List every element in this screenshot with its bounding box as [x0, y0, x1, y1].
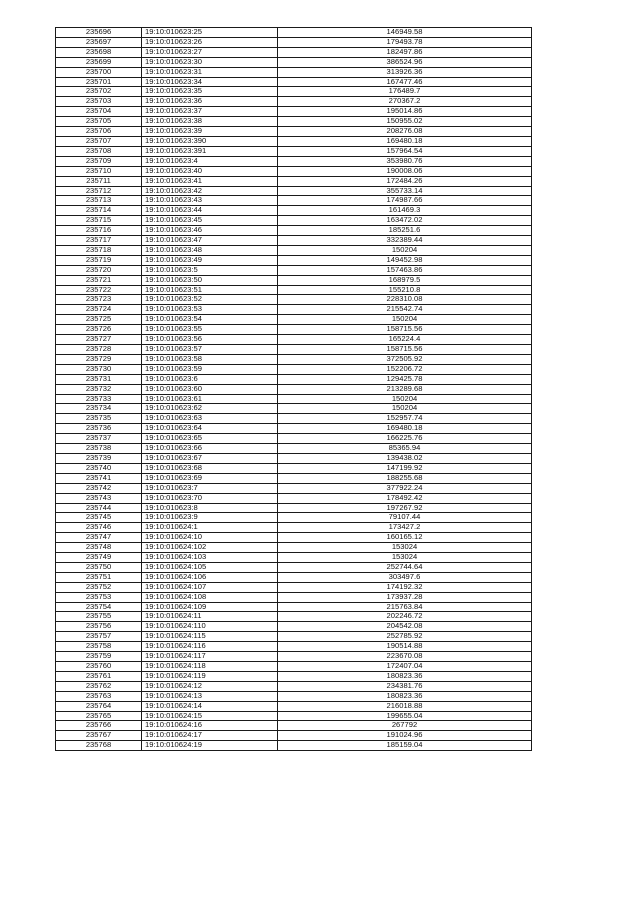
amount-cell: 234381.76 — [278, 681, 532, 691]
table-row — [56, 463, 532, 473]
row-number-cell: 235750 — [56, 562, 142, 572]
cadastral-number-cell: 19:10:010623:34 — [142, 77, 278, 87]
amount-cell: 386524.96 — [278, 57, 532, 67]
table-row — [56, 632, 532, 642]
table-row — [56, 255, 532, 265]
cadastral-number-cell: 19:10:010624:15 — [142, 711, 278, 721]
amount-cell: 172484.26 — [278, 176, 532, 186]
cadastral-number-cell: 19:10:010623:58 — [142, 354, 278, 364]
cadastral-number-cell: 19:10:010623:31 — [142, 67, 278, 77]
row-number-cell: 235725 — [56, 315, 142, 325]
row-number-cell: 235717 — [56, 236, 142, 246]
table-row — [56, 602, 532, 612]
cadastral-number-cell: 19:10:010623:48 — [142, 245, 278, 255]
amount-cell: 215763.84 — [278, 602, 532, 612]
table-row — [56, 533, 532, 543]
amount-cell: 165224.4 — [278, 335, 532, 345]
amount-cell: 190008.06 — [278, 166, 532, 176]
table-row — [56, 354, 532, 364]
amount-cell: 199655.04 — [278, 711, 532, 721]
table-row — [56, 592, 532, 602]
table-row — [56, 523, 532, 533]
table-row — [56, 206, 532, 216]
table-row — [56, 394, 532, 404]
row-number-cell: 235699 — [56, 57, 142, 67]
cadastral-number-cell: 19:10:010624:107 — [142, 582, 278, 592]
row-number-cell: 235747 — [56, 533, 142, 543]
amount-cell: 185159.04 — [278, 741, 532, 751]
table-row — [56, 404, 532, 414]
cadastral-number-cell: 19:10:010623:65 — [142, 434, 278, 444]
row-number-cell: 235719 — [56, 255, 142, 265]
table-row — [56, 513, 532, 523]
amount-cell: 182497.86 — [278, 47, 532, 57]
row-number-cell: 235739 — [56, 453, 142, 463]
row-number-cell: 235713 — [56, 196, 142, 206]
amount-cell: 152206.72 — [278, 364, 532, 374]
amount-cell: 174987.66 — [278, 196, 532, 206]
amount-cell: 168979.5 — [278, 275, 532, 285]
row-number-cell: 235709 — [56, 156, 142, 166]
amount-cell: 169480.18 — [278, 424, 532, 434]
row-number-cell: 235733 — [56, 394, 142, 404]
row-number-cell: 235724 — [56, 305, 142, 315]
amount-cell: 161469.3 — [278, 206, 532, 216]
amount-cell: 150204 — [278, 404, 532, 414]
amount-cell: 377922.24 — [278, 483, 532, 493]
table-row — [56, 196, 532, 206]
table-row — [56, 295, 532, 305]
cadastral-number-cell: 19:10:010624:110 — [142, 622, 278, 632]
amount-cell: 152957.74 — [278, 414, 532, 424]
row-number-cell: 235738 — [56, 444, 142, 454]
row-number-cell: 235714 — [56, 206, 142, 216]
cadastral-number-cell: 19:10:010623:5 — [142, 265, 278, 275]
row-number-cell: 235730 — [56, 364, 142, 374]
amount-cell: 173937.28 — [278, 592, 532, 602]
cadastral-number-cell: 19:10:010623:51 — [142, 285, 278, 295]
amount-cell: 153024 — [278, 543, 532, 553]
table-row — [56, 553, 532, 563]
table-row — [56, 622, 532, 632]
row-number-cell: 235732 — [56, 384, 142, 394]
table-row — [56, 434, 532, 444]
amount-cell: 204542.08 — [278, 622, 532, 632]
cadastral-number-cell: 19:10:010623:25 — [142, 28, 278, 38]
table-row — [56, 662, 532, 672]
table-row — [56, 77, 532, 87]
row-number-cell: 235759 — [56, 652, 142, 662]
row-number-cell: 235696 — [56, 28, 142, 38]
cadastral-number-cell: 19:10:010623:62 — [142, 404, 278, 414]
row-number-cell: 235720 — [56, 265, 142, 275]
table-row — [56, 711, 532, 721]
data-table — [55, 27, 532, 751]
row-number-cell: 235722 — [56, 285, 142, 295]
amount-cell: 158715.56 — [278, 325, 532, 335]
amount-cell: 252785.92 — [278, 632, 532, 642]
table-row — [56, 226, 532, 236]
amount-cell: 139438.02 — [278, 453, 532, 463]
amount-cell: 150204 — [278, 315, 532, 325]
amount-cell: 157463.86 — [278, 265, 532, 275]
row-number-cell: 235705 — [56, 117, 142, 127]
cadastral-number-cell: 19:10:010623:8 — [142, 503, 278, 513]
amount-cell: 178492.42 — [278, 493, 532, 503]
cadastral-number-cell: 19:10:010624:109 — [142, 602, 278, 612]
table-row — [56, 364, 532, 374]
table-row — [56, 305, 532, 315]
table-row — [56, 275, 532, 285]
table-row — [56, 473, 532, 483]
row-number-cell: 235710 — [56, 166, 142, 176]
amount-cell: 157964.54 — [278, 146, 532, 156]
table-row — [56, 741, 532, 751]
cadastral-number-cell: 19:10:010624:115 — [142, 632, 278, 642]
table-row — [56, 701, 532, 711]
amount-cell: 372505.92 — [278, 354, 532, 364]
cadastral-number-cell: 19:10:010623:64 — [142, 424, 278, 434]
amount-cell: 191024.96 — [278, 731, 532, 741]
row-number-cell: 235718 — [56, 245, 142, 255]
row-number-cell: 235726 — [56, 325, 142, 335]
amount-cell: 167477.46 — [278, 77, 532, 87]
amount-cell: 185251.6 — [278, 226, 532, 236]
row-number-cell: 235729 — [56, 354, 142, 364]
row-number-cell: 235708 — [56, 146, 142, 156]
table-row — [56, 265, 532, 275]
row-number-cell: 235727 — [56, 335, 142, 345]
table-row — [56, 315, 532, 325]
cadastral-number-cell: 19:10:010624:108 — [142, 592, 278, 602]
amount-cell: 267792 — [278, 721, 532, 731]
row-number-cell: 235703 — [56, 97, 142, 107]
table-row — [56, 28, 532, 38]
table-row — [56, 325, 532, 335]
row-number-cell: 235757 — [56, 632, 142, 642]
table-row — [56, 117, 532, 127]
amount-cell: 190514.88 — [278, 642, 532, 652]
cadastral-number-cell: 19:10:010624:14 — [142, 701, 278, 711]
table-row — [56, 572, 532, 582]
cadastral-number-cell: 19:10:010624:117 — [142, 652, 278, 662]
cadastral-number-cell: 19:10:010624:17 — [142, 731, 278, 741]
cadastral-number-cell: 19:10:010623:26 — [142, 37, 278, 47]
cadastral-number-cell: 19:10:010624:105 — [142, 562, 278, 572]
row-number-cell: 235707 — [56, 136, 142, 146]
row-number-cell: 235737 — [56, 434, 142, 444]
row-number-cell: 235701 — [56, 77, 142, 87]
cadastral-number-cell: 19:10:010623:30 — [142, 57, 278, 67]
amount-cell: 150204 — [278, 394, 532, 404]
table-row — [56, 245, 532, 255]
row-number-cell: 235751 — [56, 572, 142, 582]
amount-cell: 355733.14 — [278, 186, 532, 196]
row-number-cell: 235734 — [56, 404, 142, 414]
amount-cell: 197267.92 — [278, 503, 532, 513]
table-row — [56, 424, 532, 434]
row-number-cell: 235697 — [56, 37, 142, 47]
cadastral-number-cell: 19:10:010623:61 — [142, 394, 278, 404]
table-row — [56, 57, 532, 67]
row-number-cell: 235764 — [56, 701, 142, 711]
row-number-cell: 235700 — [56, 67, 142, 77]
amount-cell: 169480.18 — [278, 136, 532, 146]
amount-cell: 252744.64 — [278, 562, 532, 572]
cadastral-number-cell: 19:10:010623:38 — [142, 117, 278, 127]
row-number-cell: 235746 — [56, 523, 142, 533]
table-row — [56, 166, 532, 176]
row-number-cell: 235740 — [56, 463, 142, 473]
row-number-cell: 235704 — [56, 107, 142, 117]
row-number-cell: 235735 — [56, 414, 142, 424]
row-number-cell: 235762 — [56, 681, 142, 691]
cadastral-number-cell: 19:10:010623:6 — [142, 374, 278, 384]
cadastral-number-cell: 19:10:010624:102 — [142, 543, 278, 553]
amount-cell: 149452.98 — [278, 255, 532, 265]
table-row — [56, 87, 532, 97]
amount-cell: 150204 — [278, 245, 532, 255]
row-number-cell: 235752 — [56, 582, 142, 592]
amount-cell: 215542.74 — [278, 305, 532, 315]
row-number-cell: 235728 — [56, 345, 142, 355]
cadastral-number-cell: 19:10:010623:41 — [142, 176, 278, 186]
table-row — [56, 503, 532, 513]
row-number-cell: 235768 — [56, 741, 142, 751]
table-row — [56, 345, 532, 355]
row-number-cell: 235744 — [56, 503, 142, 513]
row-number-cell: 235743 — [56, 493, 142, 503]
amount-cell: 179493.78 — [278, 37, 532, 47]
cadastral-number-cell: 19:10:010623:44 — [142, 206, 278, 216]
row-number-cell: 235698 — [56, 47, 142, 57]
table-row — [56, 691, 532, 701]
row-number-cell: 235736 — [56, 424, 142, 434]
amount-cell: 313926.36 — [278, 67, 532, 77]
cadastral-number-cell: 19:10:010623:52 — [142, 295, 278, 305]
row-number-cell: 235761 — [56, 671, 142, 681]
table-row — [56, 642, 532, 652]
amount-cell: 146949.58 — [278, 28, 532, 38]
cadastral-number-cell: 19:10:010623:37 — [142, 107, 278, 117]
cadastral-number-cell: 19:10:010623:59 — [142, 364, 278, 374]
cadastral-number-cell: 19:10:010623:9 — [142, 513, 278, 523]
cadastral-number-cell: 19:10:010624:119 — [142, 671, 278, 681]
table-row — [56, 186, 532, 196]
cadastral-number-cell: 19:10:010623:39 — [142, 127, 278, 137]
table-row — [56, 374, 532, 384]
table-row — [56, 731, 532, 741]
amount-cell: 228310.08 — [278, 295, 532, 305]
row-number-cell: 235712 — [56, 186, 142, 196]
cadastral-number-cell: 19:10:010623:60 — [142, 384, 278, 394]
cadastral-number-cell: 19:10:010623:390 — [142, 136, 278, 146]
row-number-cell: 235723 — [56, 295, 142, 305]
row-number-cell: 235767 — [56, 731, 142, 741]
table-row — [56, 146, 532, 156]
cadastral-number-cell: 19:10:010623:4 — [142, 156, 278, 166]
table-row — [56, 562, 532, 572]
amount-cell: 176489.7 — [278, 87, 532, 97]
cadastral-number-cell: 19:10:010623:68 — [142, 463, 278, 473]
cadastral-number-cell: 19:10:010623:67 — [142, 453, 278, 463]
row-number-cell: 235716 — [56, 226, 142, 236]
table-row — [56, 671, 532, 681]
table-row — [56, 414, 532, 424]
table-row — [56, 652, 532, 662]
cadastral-number-cell: 19:10:010623:35 — [142, 87, 278, 97]
table-row — [56, 37, 532, 47]
table-row — [56, 156, 532, 166]
amount-cell: 166225.76 — [278, 434, 532, 444]
amount-cell: 153024 — [278, 553, 532, 563]
table-row — [56, 612, 532, 622]
cadastral-number-cell: 19:10:010624:11 — [142, 612, 278, 622]
cadastral-number-cell: 19:10:010624:19 — [142, 741, 278, 751]
amount-cell: 158715.56 — [278, 345, 532, 355]
table-row — [56, 97, 532, 107]
table-body — [56, 28, 532, 751]
cadastral-number-cell: 19:10:010623:54 — [142, 315, 278, 325]
row-number-cell: 235760 — [56, 662, 142, 672]
table-row — [56, 453, 532, 463]
table-row — [56, 176, 532, 186]
cadastral-number-cell: 19:10:010623:55 — [142, 325, 278, 335]
cadastral-number-cell: 19:10:010623:70 — [142, 493, 278, 503]
table-row — [56, 236, 532, 246]
row-number-cell: 235755 — [56, 612, 142, 622]
table-row — [56, 444, 532, 454]
amount-cell: 188255.68 — [278, 473, 532, 483]
row-number-cell: 235749 — [56, 553, 142, 563]
cadastral-number-cell: 19:10:010624:10 — [142, 533, 278, 543]
cadastral-number-cell: 19:10:010623:56 — [142, 335, 278, 345]
cadastral-number-cell: 19:10:010624:116 — [142, 642, 278, 652]
table-row — [56, 136, 532, 146]
cadastral-number-cell: 19:10:010623:46 — [142, 226, 278, 236]
table-row — [56, 216, 532, 226]
row-number-cell: 235745 — [56, 513, 142, 523]
row-number-cell: 235731 — [56, 374, 142, 384]
row-number-cell: 235753 — [56, 592, 142, 602]
cadastral-number-cell: 19:10:010624:12 — [142, 681, 278, 691]
cadastral-number-cell: 19:10:010623:57 — [142, 345, 278, 355]
cadastral-number-cell: 19:10:010623:40 — [142, 166, 278, 176]
table-row — [56, 543, 532, 553]
cadastral-number-cell: 19:10:010623:63 — [142, 414, 278, 424]
row-number-cell: 235721 — [56, 275, 142, 285]
amount-cell: 160165.12 — [278, 533, 532, 543]
cadastral-number-cell: 19:10:010623:45 — [142, 216, 278, 226]
cadastral-number-cell: 19:10:010623:50 — [142, 275, 278, 285]
row-number-cell: 235706 — [56, 127, 142, 137]
table-row — [56, 107, 532, 117]
table-row — [56, 67, 532, 77]
row-number-cell: 235742 — [56, 483, 142, 493]
amount-cell: 85365.94 — [278, 444, 532, 454]
row-number-cell: 235765 — [56, 711, 142, 721]
cadastral-number-cell: 19:10:010623:53 — [142, 305, 278, 315]
row-number-cell: 235766 — [56, 721, 142, 731]
row-number-cell: 235711 — [56, 176, 142, 186]
amount-cell: 213289.68 — [278, 384, 532, 394]
table-row — [56, 681, 532, 691]
table-row — [56, 384, 532, 394]
table-row — [56, 285, 532, 295]
cadastral-number-cell: 19:10:010623:69 — [142, 473, 278, 483]
cadastral-number-cell: 19:10:010623:391 — [142, 146, 278, 156]
amount-cell: 172407.04 — [278, 662, 532, 672]
amount-cell: 208276.08 — [278, 127, 532, 137]
amount-cell: 79107.44 — [278, 513, 532, 523]
amount-cell: 174192.32 — [278, 582, 532, 592]
amount-cell: 180823.36 — [278, 671, 532, 681]
amount-cell: 270367.2 — [278, 97, 532, 107]
amount-cell: 150955.02 — [278, 117, 532, 127]
cadastral-number-cell: 19:10:010624:106 — [142, 572, 278, 582]
amount-cell: 129425.78 — [278, 374, 532, 384]
amount-cell: 163472.02 — [278, 216, 532, 226]
cadastral-number-cell: 19:10:010624:16 — [142, 721, 278, 731]
cadastral-number-cell: 19:10:010624:103 — [142, 553, 278, 563]
amount-cell: 216018.88 — [278, 701, 532, 711]
table-row — [56, 493, 532, 503]
row-number-cell: 235754 — [56, 602, 142, 612]
table-row — [56, 721, 532, 731]
amount-cell: 147199.92 — [278, 463, 532, 473]
amount-cell: 195014.86 — [278, 107, 532, 117]
table-row — [56, 483, 532, 493]
cadastral-number-cell: 19:10:010623:43 — [142, 196, 278, 206]
amount-cell: 353980.76 — [278, 156, 532, 166]
cadastral-number-cell: 19:10:010623:42 — [142, 186, 278, 196]
amount-cell: 332389.44 — [278, 236, 532, 246]
cadastral-number-cell: 19:10:010624:1 — [142, 523, 278, 533]
row-number-cell: 235715 — [56, 216, 142, 226]
amount-cell: 223670.08 — [278, 652, 532, 662]
table-row — [56, 582, 532, 592]
cadastral-number-cell: 19:10:010624:118 — [142, 662, 278, 672]
row-number-cell: 235763 — [56, 691, 142, 701]
row-number-cell: 235748 — [56, 543, 142, 553]
cadastral-number-cell: 19:10:010623:49 — [142, 255, 278, 265]
amount-cell: 155210.8 — [278, 285, 532, 295]
row-number-cell: 235741 — [56, 473, 142, 483]
row-number-cell: 235702 — [56, 87, 142, 97]
cadastral-number-cell: 19:10:010623:47 — [142, 236, 278, 246]
cadastral-number-cell: 19:10:010623:27 — [142, 47, 278, 57]
cadastral-number-cell: 19:10:010623:7 — [142, 483, 278, 493]
amount-cell: 173427.2 — [278, 523, 532, 533]
row-number-cell: 235756 — [56, 622, 142, 632]
cadastral-number-cell: 19:10:010623:36 — [142, 97, 278, 107]
cadastral-number-cell: 19:10:010623:66 — [142, 444, 278, 454]
table-row — [56, 47, 532, 57]
table-row — [56, 335, 532, 345]
amount-cell: 303497.6 — [278, 572, 532, 582]
amount-cell: 202246.72 — [278, 612, 532, 622]
cadastral-number-cell: 19:10:010624:13 — [142, 691, 278, 701]
row-number-cell: 235758 — [56, 642, 142, 652]
table-row — [56, 127, 532, 137]
amount-cell: 180823.36 — [278, 691, 532, 701]
